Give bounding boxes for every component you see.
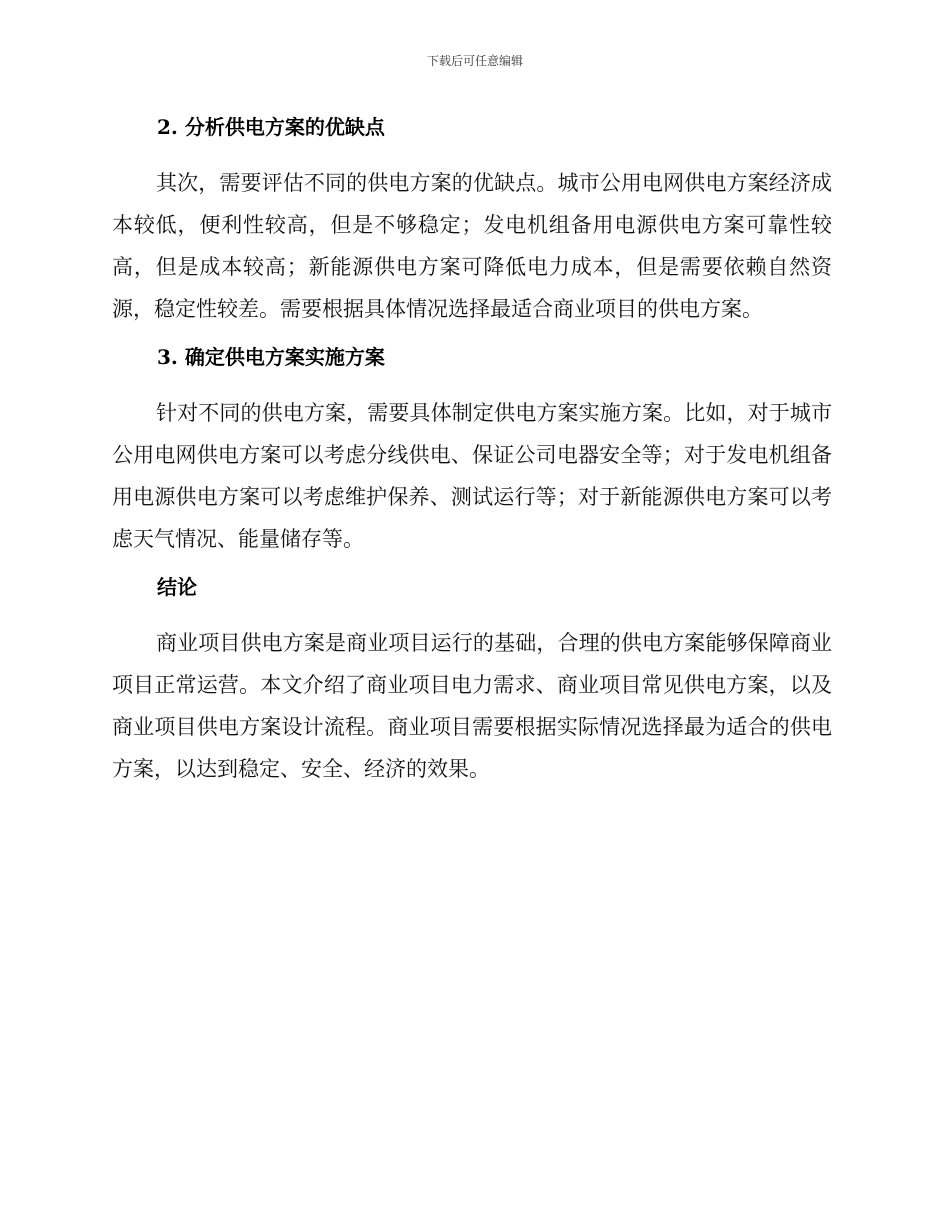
document-body	[112, 110, 832, 790]
section-paragraph-pros-cons: 其次，需要评估不同的供电方案的优缺点。城市公用电网供电方案经济成本较低，便利性较高，但是不够稳定；发电机组备用电源供电方案可靠性较高，但是成本较高；新能源供电方案可降低电力成本，但是需要依赖自然资源，稳定性较差。需要根据具体情况选择最适合商业项目的供电方案。	[112, 171, 832, 321]
section-paragraph-implementation: 针对不同的供电方案，需要具体制定供电方案实施方案。比如，对于城市公用电网供电方案可以考虑分线供电、保证公司电器安全等；对于发电机组备用电源供电方案可以考虑维护保养、测试运行等；对于新能源供电方案可以考虑天气情况、能量储存等。	[112, 401, 832, 551]
page-header: 下载后可任意编辑	[426, 54, 523, 68]
section-heading-implementation-plan: 3. 确定供电方案实施方案	[157, 345, 385, 369]
section-heading-analyze-pros-cons: 2. 分析供电方案的优缺点	[157, 115, 385, 139]
section-paragraph-conclusion: 商业项目供电方案是商业项目运行的基础，合理的供电方案能够保障商业项目正常运营。本文介绍了商业项目电力需求、商业项目常见供电方案，以及商业项目供电方案设计流程。商业项目需要根据实际情况选择最为适合的供电方案，以达到稳定、安全、经济的效果。	[112, 631, 832, 781]
section-heading-conclusion: 结论	[157, 575, 197, 599]
